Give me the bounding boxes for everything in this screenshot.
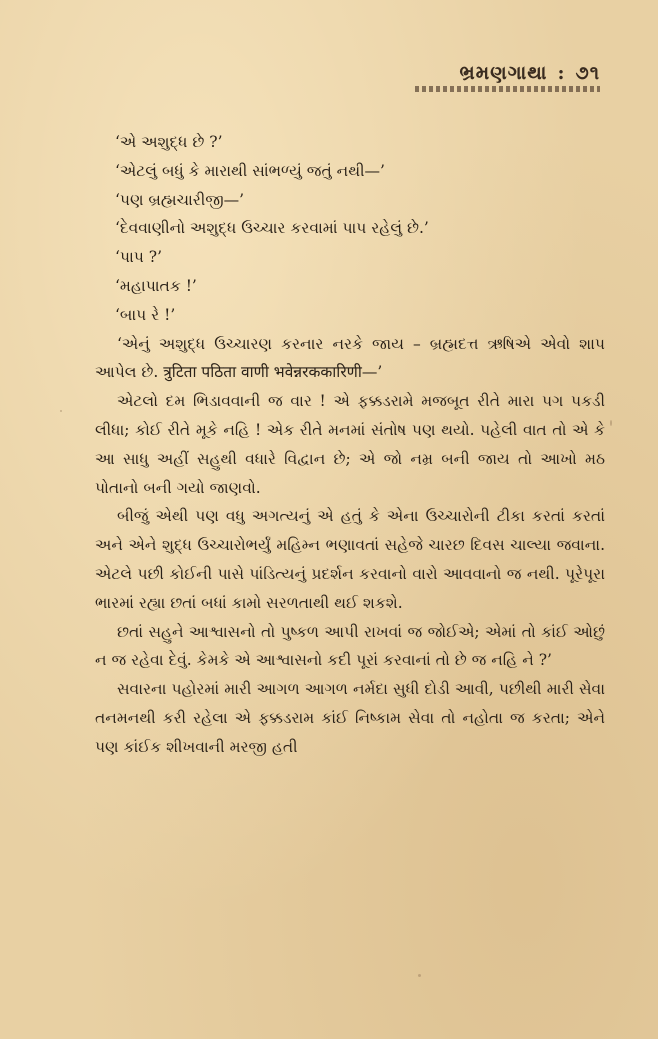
running-title: ભ્રમણગાથા [459,62,548,84]
paragraph: ‘એનું અશુદ્ધ ઉચ્ચારણ કરનાર નરકે જાય – બ્રહ્મદત્ત ઋષિએ એવો શાપ આપેલ છે. त्रुटिता पठिता वाणी भवेन्नरककारिणी—’ [95,334,605,382]
dialogue-line: ‘એ અશુદ્ધ છે ?’ [115,133,223,151]
running-head [415,62,600,84]
paper-speck [60,410,62,412]
dialogue-line: ‘એટલું બધું કે મારાથી સાંભળ્યું જતું નથી—’ [115,161,385,180]
dialogue-line: ‘દેવવાણીનો અશુદ્ધ ઉચ્ચાર કરવામાં પાપ રહેલું છે.’ [115,219,429,238]
paper-speck [610,420,612,426]
page-number: ૭૧ [575,62,600,84]
paper-speck [418,974,421,977]
paragraph: સવારના પહોરમાં મારી આગળ આગળ નર્મદા સુધી દોડી આવી, પછીથી મારી સેવા તનમનથી કરી રહેલા એ ફક્કડરામ કાંઈ નિષ્કામ સેવા તો નહોતા જ કરતા; એને પણ કાંઈક શીખવાની મરજી હતી [95,680,605,756]
page-header [415,62,600,92]
paragraph: એટલો દમ ભિડાવવાની જ વાર ! એ ફક્કડરામે મજબૂત રીતે મારા પગ પકડી લીધા; કોઈ રીતે મૂકે નહિ ! એક રીતે મનમાં સંતોષ પણ થયો. પહેલી વાત તો એ કે આ સાધુ અહીં સહુથી વધારે વિદ્વાન છે; એ જો નમ્ર બની જાય તો આખો મઠ પોતાનો બની ગયો જાણવો. [95,392,605,497]
header-separator: : [557,62,566,84]
dialogue-line: ‘મહાપાતક !’ [115,276,197,295]
body-text [95,128,605,762]
dialogue-line: ‘બાપ રે !’ [115,305,176,324]
dialogue-line: ‘પણ બ્રહ્મચારીજી—’ [115,190,245,209]
paragraph: છતાં સહુને આશ્વાસનો તો પુષ્કળ આપી રાખવાં જ જોઈએ; એમાં તો કાંઈ ઓછું ન જ રહેવા દેવું. કેમકે એ આશ્વાસનો કદી પૂરાં કરવાનાં તો છે જ નહિ ને ?’ [95,622,605,670]
header-underline [415,86,600,92]
dialogue-line: ‘પાપ ?’ [115,248,163,267]
paragraph: બીજું એથી પણ વધુ અગત્યનું એ હતું કે એના ઉચ્ચારોની ટીકા કરતાં કરતાં અને એને શુદ્ધ ઉચ્ચારોભર્યું મહિમ્ન ભણાવતાં સહેજે ચારછ દિવસ ચાલ્યા જવાના. એટલે પછી કોઈની પાસે પાંડિત્યનું પ્રદર્શન કરવાનો વારો આવવાનો જ નથી. પૂરેપૂરા ભારમાં રહ્યા છતાં બધાં કામો સરળતાથી થઈ શકશે. [95,507,605,612]
